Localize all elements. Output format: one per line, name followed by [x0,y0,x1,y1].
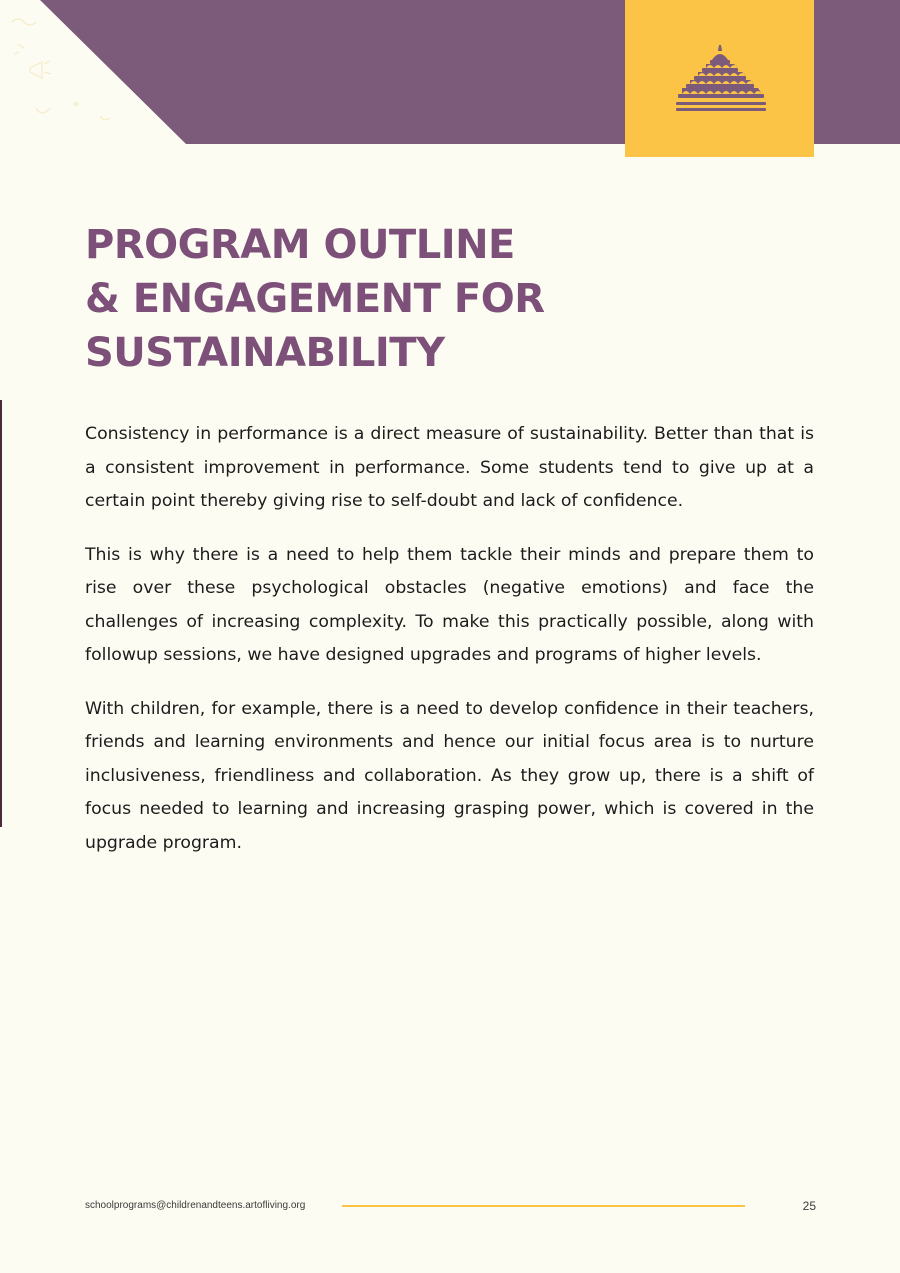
paragraph-children-focus: With children, for example, there is a need to develop confidence in their teachers, friends and learning environments and hence our initial focus area is to nurture inclusiveness, friendliness and collaboration. As they grow up, there is a shift of focus needed to learning and increasing grasping power, which is covered in the upgrade program. [85,698,814,853]
page-title-line-3: SUSTAINABILITY [85,330,445,376]
page-title [85,218,825,380]
paragraph-consistency: Consistency in performance is a direct measure of sustainability. Better than that is a consistent improvement in performance. Some students tend to give up at a certain point thereby giving rise to self-doubt and lack of confidence. [85,424,814,511]
logo-box [625,0,814,157]
body-text [85,418,814,880]
left-margin-rule [0,400,2,827]
page-title-line-1: PROGRAM OUTLINE [85,222,515,268]
page-number: 25 [802,1199,816,1213]
footer-divider [342,1205,745,1207]
page-title-line-2: & ENGAGEMENT FOR [85,276,545,322]
footer-email: schoolprograms@childrenandteens.artofliving.org [85,1200,306,1211]
tiered-temple-logo-icon [672,42,768,116]
paragraph-psychological-obstacles: This is why there is a need to help them tackle their minds and prepare them to rise over these psychological obstacles (negative emotions) and face the challenges of increasing complexity. To make this practically possible, along with followup sessions, we have designed upgrades and programs of higher levels. [85,544,814,665]
